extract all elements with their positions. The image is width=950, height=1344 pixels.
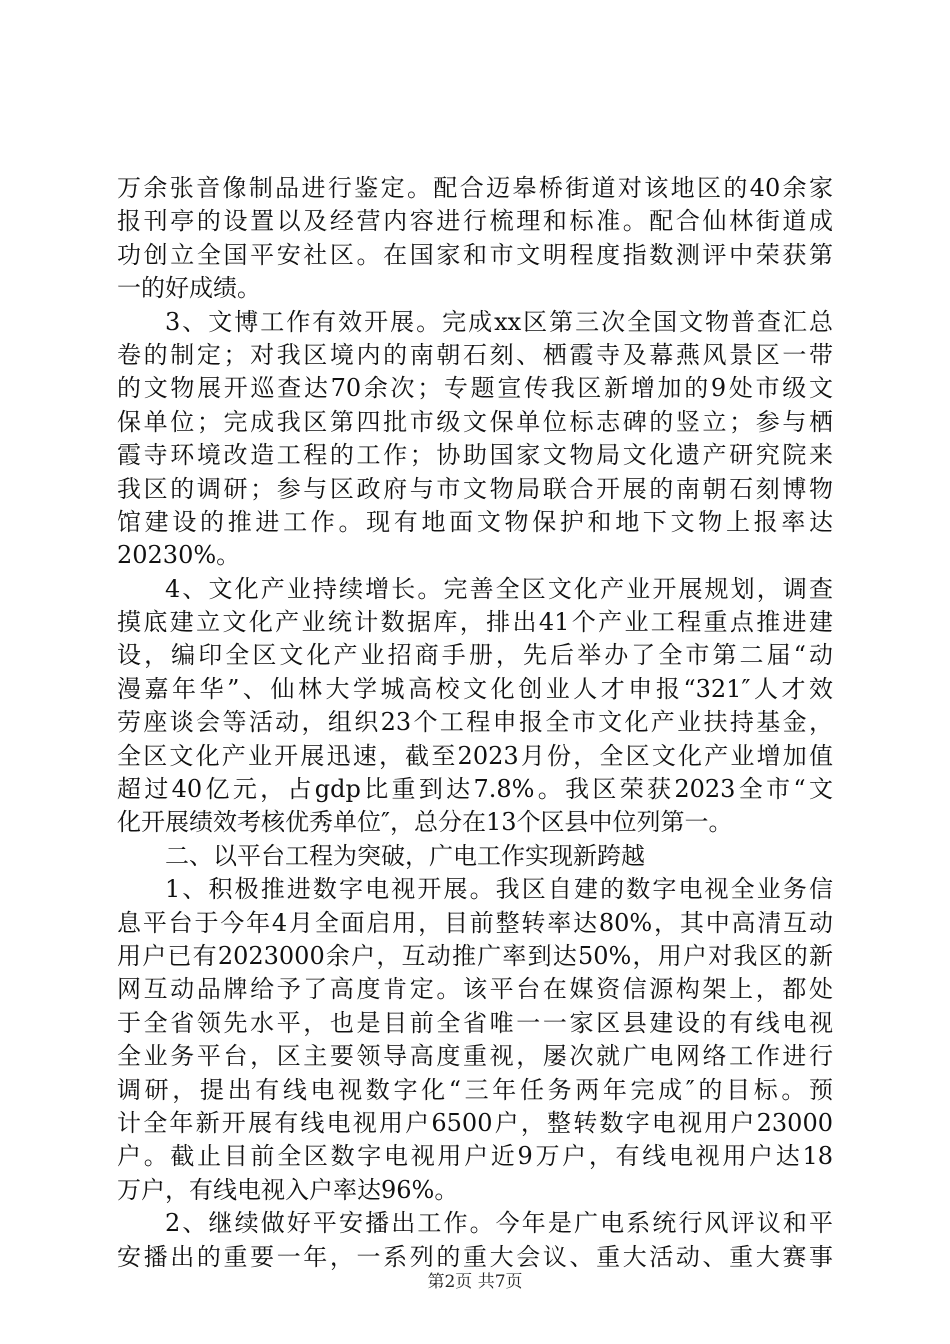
text-line: 安播出的重要一年，一系列的重大会议、重大活动、重大赛事 — [117, 1242, 833, 1271]
text-line: 劳座谈会等活动，组织23个工程申报全市文化产业扶持基金， — [117, 708, 833, 737]
text-line: 霞寺环境改造工程的工作；协助国家文物局文化遗产研究院来 — [117, 441, 833, 470]
text-line: 户。截止目前全区数字电视用户近9万户，有线电视用户达18 — [117, 1142, 833, 1171]
text-line: 的文物展开巡查达70余次；专题宣传我区新增加的9处市级文 — [117, 374, 833, 403]
text-line: 20230%。 — [117, 541, 241, 570]
text-line: 化开展绩效考核优秀单位″，总分在13个区县中位列第一。 — [117, 808, 733, 837]
text-line: 摸底建立文化产业统计数据库，排出41个产业工程重点推进建 — [117, 608, 833, 637]
text-line: 于全省领先水平，也是目前全省唯一一家区县建设的有线电视 — [117, 1008, 833, 1037]
text-line: 全业务平台，区主要领导高度重视，屡次就广电网络工作进行 — [117, 1042, 833, 1071]
text-line: 2、继续做好平安播出工作。今年是广电系统行风评议和平 — [165, 1209, 833, 1238]
body-text — [117, 172, 833, 1274]
text-line: 馆建设的推进工作。现有地面文物保护和地下文物上报率达 — [117, 507, 833, 536]
text-line: 计全年新开展有线电视用户6500户，整转数字电视用户23000 — [117, 1108, 833, 1137]
text-line: 保单位；完成我区第四批市级文保单位标志碑的竖立；参与栖 — [117, 407, 833, 436]
text-line: 设，编印全区文化产业招商手册，先后举办了全市第二届“动 — [117, 641, 833, 670]
text-line: 万户，有线电视入户率达96%。 — [117, 1175, 459, 1204]
text-line: 报刊亭的设置以及经营内容进行梳理和标准。配合仙林街道成 — [117, 207, 833, 236]
text-line: 一的好成绩。 — [117, 274, 261, 303]
page-footer: 第2页 共7页 — [427, 1272, 523, 1292]
text-line: 1、积极推进数字电视开展。我区自建的数字电视全业务信 — [165, 875, 833, 904]
text-line: 超过40亿元，占gdp比重到达7.8%。我区荣获2023全市“文 — [117, 775, 833, 804]
text-line: 全区文化产业开展迅速，截至2023月份，全区文化产业增加值 — [117, 741, 833, 770]
text-line: 万余张音像制品进行鉴定。配合迈皋桥街道对该地区的40余家 — [117, 174, 833, 202]
text-line: 用户已有2023000余户，互动推广率到达50%，用户对我区的新 — [117, 941, 833, 970]
text-line: 息平台于今年4月全面启用，目前整转率达80%，其中高清互动 — [117, 908, 833, 937]
text-line: 网互动品牌给予了高度肯定。该平台在媒资信源构架上，都处 — [117, 975, 833, 1004]
text-line: 我区的调研；参与区政府与市文物局联合开展的南朝石刻博物 — [117, 474, 833, 503]
text-line: 3、文博工作有效开展。完成xx区第三次全国文物普查汇总 — [165, 307, 833, 336]
text-line: 调研，提出有线电视数字化“三年任务两年完成″的目标。预 — [117, 1075, 833, 1104]
text-line: 功创立全国平安社区。在国家和市文明程度指数测评中荣获第 — [117, 240, 833, 269]
section-heading: 二、以平台工程为突破，广电工作实现新跨越 — [165, 841, 645, 870]
text-line: 漫嘉年华”、仙林大学城高校文化创业人才申报“321″人才效 — [117, 674, 833, 703]
text-line: 4、文化产业持续增长。完善全区文化产业开展规划，调查 — [165, 574, 833, 603]
text-line: 卷的制定；对我区境内的南朝石刻、栖霞寺及幕燕风景区一带 — [117, 340, 833, 369]
